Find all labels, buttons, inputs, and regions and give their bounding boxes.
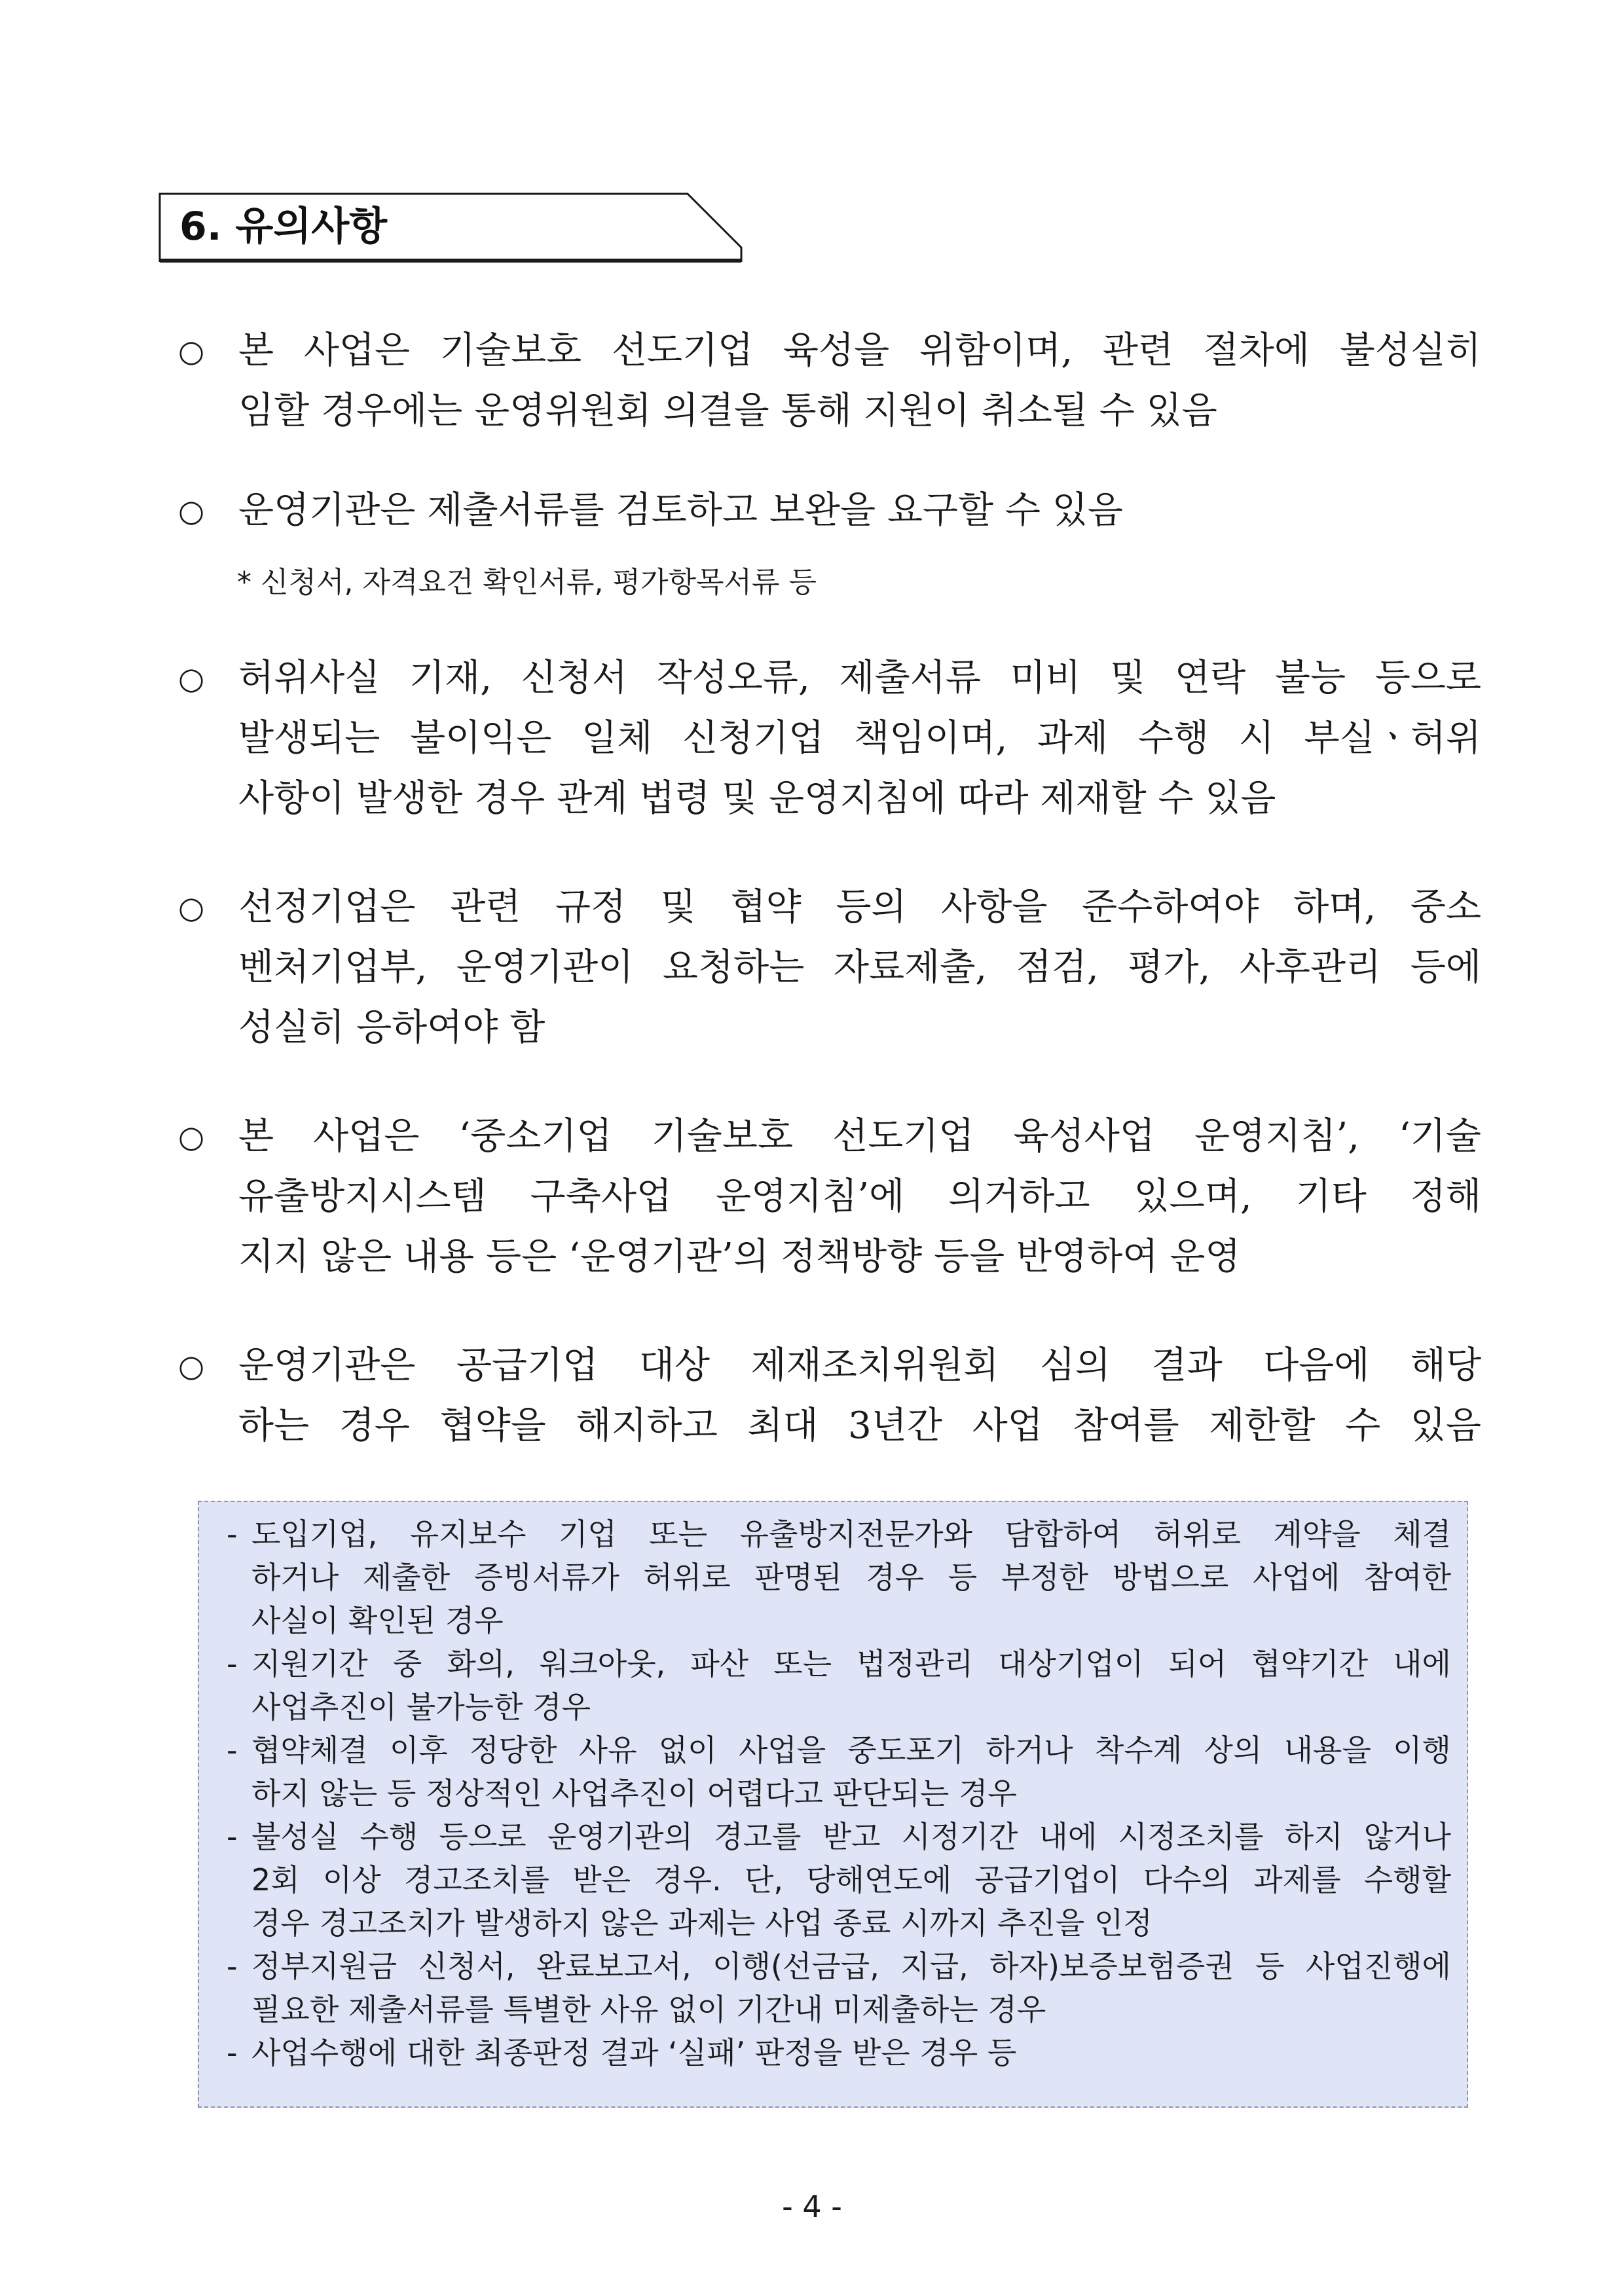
bullet-item [178, 1107, 1481, 1287]
list-item-line: 2회 이상 경고조치를 받은 경우. 단, 당해연도에 공급기업이 다수의 과제를 수행할 [251, 1862, 1451, 1898]
list-item-line: 사업추진이 불가능한 경우 [251, 1689, 591, 1725]
circle-bullet-icon: ○ [178, 493, 205, 528]
bullet-line: 본 사업은 기술보호 선도기업 육성을 위함이며, 관련 절차에 불성실히 [238, 329, 1481, 372]
bullet-line: 벤처기업부, 운영기관이 요청하는 자료제출, 점검, 평가, 사후관리 등에 [238, 946, 1481, 989]
section-header [158, 191, 748, 265]
bullet-line: 사항이 발생한 경우 관계 법령 및 운영지침에 따라 제재할 수 있음 [238, 777, 1276, 820]
list-item [227, 1815, 1451, 1945]
list-item [227, 1945, 1451, 2031]
bullet-line: 본 사업은 ‘중소기업 기술보호 선도기업 육성사업 운영지침’, ‘기술 [238, 1115, 1481, 1158]
dash-bullet: - [227, 1516, 238, 1552]
bullet-line: 운영기관은 제출서류를 검토하고 보완을 요구할 수 있음 [238, 489, 1124, 532]
list-item-line: 필요한 제출서류를 특별한 사유 없이 기간내 미제출하는 경우 [251, 1992, 1046, 2027]
dash-bullet: - [227, 1949, 238, 1984]
bullet-line: 성실히 응하여야 함 [238, 1006, 545, 1049]
circle-bullet-icon: ○ [178, 661, 205, 696]
bullet-line: 운영기관은 공급기업 대상 제재조치위원회 심의 결과 다음에 해당 [238, 1344, 1481, 1387]
bullet-item [178, 877, 1481, 1058]
list-item [227, 1642, 1451, 1729]
list-item-line: 경우 경고조치가 발생하지 않은 과제는 사업 종료 시까지 추진을 인정 [251, 1905, 1153, 1941]
list-item-line: 사업수행에 대한 최종판정 결과 ‘실패’ 판정을 받은 경우 등 [251, 2035, 1017, 2070]
bullet-line: 임할 경우에는 운영위원회 의결을 통해 지원이 취소될 수 있음 [238, 390, 1217, 432]
dash-bullet: - [227, 1646, 238, 1681]
circle-bullet-icon: ○ [178, 1119, 205, 1154]
bullet-line: 선정기업은 관련 규정 및 협약 등의 사항을 준수하여야 하며, 중소 [238, 886, 1481, 928]
list-item-line: 하지 않는 등 정상적인 사업추진이 어렵다고 판단되는 경우 [251, 1776, 1017, 1811]
bullet-line: 지지 않은 내용 등은 ‘운영기관’의 정책방향 등을 반영하여 운영 [238, 1236, 1241, 1278]
restriction-cases-box [198, 1501, 1468, 2108]
list-item [227, 2031, 1451, 2074]
list-item-line: 하거나 제출한 증빙서류가 허위로 판명된 경우 등 부정한 방법으로 사업에 참여한 [251, 1560, 1451, 1595]
bullet-line: 유출방지시스템 구축사업 운영지침’에 의거하고 있으며, 기타 정해 [238, 1175, 1481, 1218]
list-item-line: 사실이 확인된 경우 [251, 1603, 504, 1638]
bullet-line: 하는 경우 협약을 해지하고 최대 3년간 사업 참여를 제한할 수 있음 [238, 1405, 1481, 1447]
list-item-line: 불성실 수행 등으로 운영기관의 경고를 받고 시정기간 내에 시정조치를 하지 않거나 [251, 1819, 1451, 1854]
dash-bullet: - [227, 2035, 238, 2070]
list-item-line: 지원기간 중 화의, 워크아웃, 파산 또는 법정관리 대상기업이 되어 협약기간 내에 [251, 1646, 1451, 1681]
section-title: 6. 유의사항 [179, 204, 388, 249]
dash-bullet: - [227, 1819, 238, 1854]
footnote: * 신청서, 자격요건 확인서류, 평가항목서류 등 [237, 566, 817, 599]
bullet-line: 발생되는 불이익은 일체 신청기업 책임이며, 과제 수행 시 부실ㆍ허위 [238, 717, 1481, 760]
list-item-line: 정부지원금 신청서, 완료보고서, 이행(선금급, 지급, 하자)보증보험증권 등 사업진행에 [251, 1949, 1451, 1984]
list-item [227, 1513, 1451, 1642]
list-item-line: 협약체결 이후 정당한 사유 없이 사업을 중도포기 하거나 착수계 상의 내용을 이행 [251, 1733, 1451, 1768]
circle-bullet-icon: ○ [178, 1348, 205, 1384]
circle-bullet-icon: ○ [178, 890, 205, 925]
circle-bullet-icon: ○ [178, 333, 205, 369]
bullet-line: 허위사실 기재, 신청서 작성오류, 제출서류 미비 및 연락 불능 등으로 [238, 657, 1481, 699]
bullet-item [178, 321, 1481, 441]
bullet-item [178, 648, 1481, 829]
page-number: - 4 - [782, 2189, 842, 2224]
bullet-item [178, 1336, 1481, 1456]
dash-bullet: - [227, 1733, 238, 1768]
list-item [227, 1729, 1451, 1815]
list-item-line: 도입기업, 유지보수 기업 또는 유출방지전문가와 담합하여 허위로 계약을 체결 [251, 1516, 1451, 1552]
bullet-item [178, 481, 1481, 541]
